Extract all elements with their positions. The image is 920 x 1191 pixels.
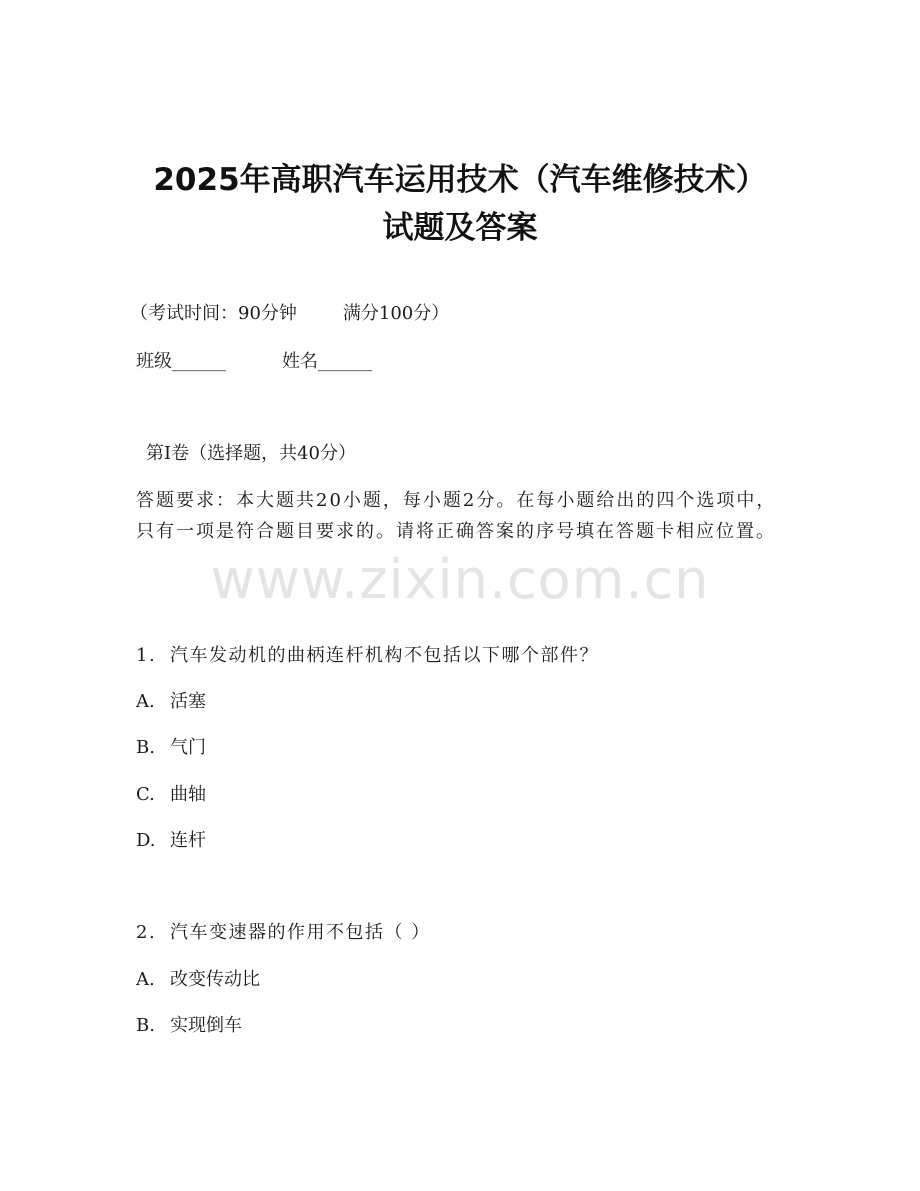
watermark: www.zixin.com.cn <box>210 548 710 611</box>
question-text: 汽车发动机的曲柄连杆机构不包括以下哪个部件？ <box>170 645 599 666</box>
question-text: 汽车变速器的作用不包括（ ） <box>170 922 431 943</box>
exam-meta <box>130 302 449 326</box>
option-key: B. <box>136 737 155 758</box>
option-2a <box>136 968 260 992</box>
option-text: 活塞 <box>170 691 206 712</box>
question-1 <box>136 644 599 668</box>
part-heading: 第I卷（选择题，共40分） <box>146 443 357 464</box>
option-1a <box>136 690 206 714</box>
option-1c <box>136 783 206 807</box>
question-number: 1. <box>136 645 157 666</box>
option-key: D. <box>136 830 156 851</box>
option-key: A. <box>136 969 155 990</box>
option-text: 实现倒车 <box>170 1015 242 1036</box>
option-2b <box>136 1014 242 1038</box>
instructions: 答题要求：本大题共20小题，每小题2分。在每小题给出的四个选项中，只有一项是符合题目要求的。请将正确答案的序号填在答题卡相应位置。 <box>136 490 777 542</box>
question-2 <box>136 921 431 945</box>
option-1d <box>136 829 206 853</box>
option-key: C. <box>136 784 155 805</box>
name-field: 姓名______ <box>282 351 372 372</box>
exam-time: （考试时间：90分钟 <box>130 303 297 324</box>
option-key: A. <box>136 691 155 712</box>
exam-full-score: 满分100分） <box>342 303 450 324</box>
option-key: B. <box>136 1015 155 1036</box>
option-text: 连杆 <box>170 830 206 851</box>
exam-title: 2025年高职汽车运用技术（汽车维修技术） <box>153 162 767 198</box>
exam-subtitle: 试题及答案 <box>382 210 538 246</box>
option-1b <box>136 736 206 760</box>
option-text: 曲轴 <box>170 784 206 805</box>
option-text: 改变传动比 <box>170 969 260 990</box>
class-field: 班级______ <box>136 351 226 372</box>
option-text: 气门 <box>170 737 206 758</box>
student-fields <box>136 350 372 374</box>
question-number: 2. <box>136 922 157 943</box>
